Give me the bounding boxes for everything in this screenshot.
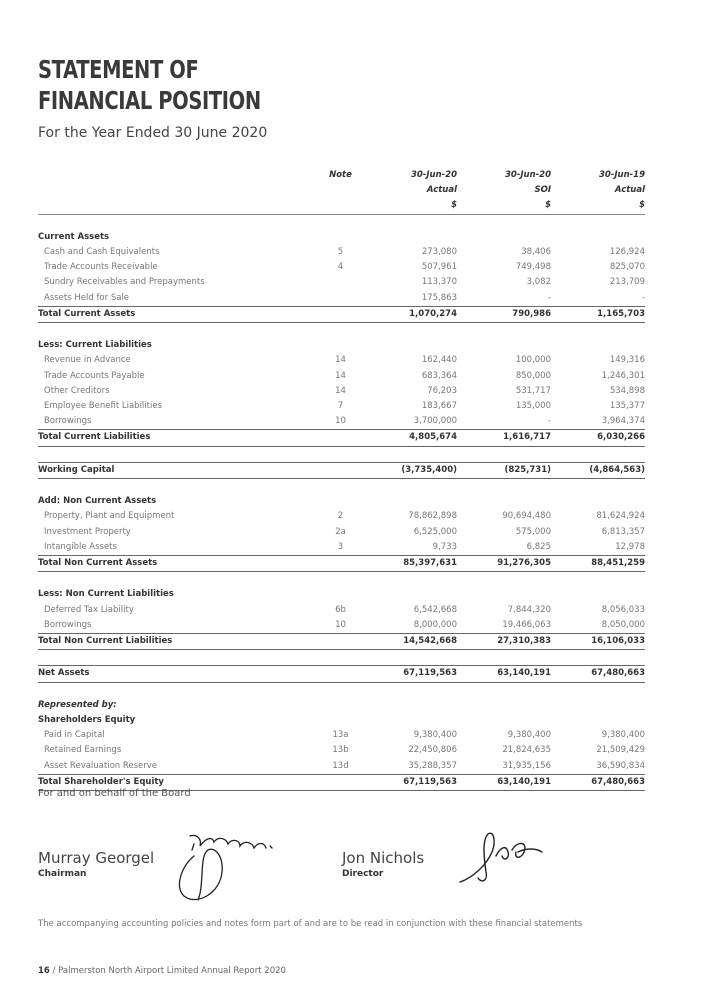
section-heading: Less: Current Liabilities bbox=[38, 340, 152, 351]
section-heading-row bbox=[38, 230, 645, 245]
row-value-c2: - bbox=[547, 292, 551, 303]
total-value-c1: 1,070,274 bbox=[363, 306, 457, 322]
column-1-unit: $ bbox=[363, 198, 457, 214]
row-label: Sundry Receivables and Prepayments bbox=[44, 277, 205, 288]
total-value-c2: 790,986 bbox=[457, 306, 551, 322]
signature-1-image bbox=[172, 826, 282, 906]
net-assets-c2: 63,140,191 bbox=[457, 666, 551, 682]
row-value-c2: 38,406 bbox=[521, 247, 551, 257]
row-value-c1: 683,364 bbox=[421, 370, 457, 381]
row-label: Asset Revaluation Reserve bbox=[44, 760, 158, 771]
table-row bbox=[38, 353, 645, 368]
row-label: Assets Held for Sale bbox=[44, 292, 130, 303]
total-value-c2: 27,310,383 bbox=[457, 634, 551, 650]
table-row bbox=[38, 275, 645, 290]
row-value-c3: 81,624,924 bbox=[596, 511, 645, 522]
on-behalf-statement: For and on behalf of the Board bbox=[38, 788, 191, 799]
total-row bbox=[38, 430, 645, 446]
row-value-c1: 6,525,000 bbox=[413, 526, 457, 537]
signer-2-name: Jon Nichols bbox=[342, 849, 425, 867]
title-line-2: FINANCIAL POSITION bbox=[38, 86, 261, 115]
row-value-c3: 12,978 bbox=[615, 541, 645, 552]
row-value-c3: 36,590,834 bbox=[596, 760, 645, 771]
row-value-c1: 273,080 bbox=[421, 247, 457, 257]
working-capital-c2: (825,731) bbox=[457, 462, 551, 478]
row-value-c3: 9,380,400 bbox=[601, 730, 645, 741]
section-heading: Add: Non Current Assets bbox=[38, 496, 157, 507]
total-value-c3: 88,451,259 bbox=[551, 556, 645, 572]
column-3-date: 30-Jun-19 bbox=[599, 170, 645, 180]
net-assets-c3: 67,480,663 bbox=[551, 666, 645, 682]
total-value-c1: 14,542,668 bbox=[363, 634, 457, 650]
total-value-c2: 63,140,191 bbox=[457, 774, 551, 790]
row-value-c2: 9,380,400 bbox=[507, 730, 551, 741]
row-value-c2: 531,717 bbox=[515, 385, 551, 396]
row-label: Trade Accounts Receivable bbox=[44, 262, 158, 273]
row-value-c2: 749,498 bbox=[515, 262, 551, 273]
section-heading-row bbox=[38, 494, 645, 509]
column-1-type: Actual bbox=[426, 185, 457, 196]
working-capital-c3: (4,864,563) bbox=[551, 462, 645, 478]
row-label: Borrowings bbox=[44, 416, 92, 427]
total-row bbox=[38, 306, 645, 322]
row-value-c2: 31,935,156 bbox=[502, 760, 551, 771]
row-value-c1: 76,203 bbox=[427, 385, 457, 396]
row-value-c1: 162,440 bbox=[421, 355, 457, 366]
row-value-c1: 9,380,400 bbox=[413, 730, 457, 741]
row-note: 2a bbox=[335, 526, 346, 537]
header-row-dates bbox=[38, 168, 645, 183]
table-row bbox=[38, 525, 645, 540]
total-value-c1: 67,119,563 bbox=[363, 774, 457, 790]
row-label: Borrowings bbox=[44, 619, 92, 630]
row-value-c3: 6,813,357 bbox=[601, 526, 645, 537]
signer-1-name: Murray Georgel bbox=[38, 849, 155, 867]
row-label: Revenue in Advance bbox=[44, 355, 131, 366]
note-column-header: Note bbox=[329, 170, 352, 180]
working-capital-label: Working Capital bbox=[38, 462, 318, 478]
column-2-date: 30-Jun-20 bbox=[505, 170, 551, 180]
section-heading-row bbox=[38, 587, 645, 602]
total-label: Total Non Current Liabilities bbox=[38, 634, 318, 650]
row-note: 4 bbox=[337, 262, 344, 273]
row-value-c1: 78,862,898 bbox=[408, 511, 457, 522]
page-number: 16 bbox=[38, 966, 50, 976]
header-row-types bbox=[38, 183, 645, 198]
row-value-c3: 1,246,301 bbox=[601, 370, 645, 381]
publication-name: Palmerston North Airport Limited Annual Report 2020 bbox=[58, 966, 286, 976]
total-row bbox=[38, 556, 645, 572]
row-note: 2 bbox=[337, 511, 344, 522]
row-value-c3: 149,316 bbox=[609, 355, 645, 366]
row-note: 14 bbox=[335, 385, 346, 396]
column-3-type: Actual bbox=[614, 185, 645, 196]
signer-2 bbox=[342, 849, 424, 879]
column-2-type: SOI bbox=[534, 185, 551, 196]
row-label: Retained Earnings bbox=[44, 745, 122, 756]
row-value-c1: 183,667 bbox=[421, 401, 457, 412]
total-label: Total Current Assets bbox=[38, 306, 318, 322]
working-capital-row bbox=[38, 462, 645, 478]
row-value-c2: 100,000 bbox=[515, 355, 551, 366]
row-value-c1: 9,733 bbox=[432, 541, 457, 552]
row-value-c3: 135,377 bbox=[609, 401, 645, 412]
total-value-c3: 16,106,033 bbox=[551, 634, 645, 650]
row-label: Investment Property bbox=[44, 526, 131, 537]
row-value-c3: - bbox=[641, 292, 645, 303]
working-capital-c1: (3,735,400) bbox=[363, 462, 457, 478]
signature-2-image bbox=[452, 822, 547, 892]
row-note: 10 bbox=[335, 416, 346, 427]
table-row bbox=[38, 743, 645, 758]
total-value-c3: 6,030,266 bbox=[551, 430, 645, 446]
represented-by-label: Represented by: bbox=[38, 699, 117, 710]
row-value-c2: 3,082 bbox=[526, 277, 551, 288]
footer-separator: / bbox=[52, 966, 56, 976]
title-line-1: STATEMENT OF bbox=[38, 55, 199, 84]
table-row bbox=[38, 260, 645, 275]
page-footer bbox=[38, 966, 286, 976]
row-note bbox=[318, 275, 363, 290]
row-value-c3: 3,964,374 bbox=[601, 416, 645, 427]
table-row bbox=[38, 291, 645, 307]
row-value-c3: 213,709 bbox=[609, 277, 645, 288]
represented-by-row bbox=[38, 698, 645, 713]
row-label: Trade Accounts Payable bbox=[44, 370, 145, 381]
row-value-c3: 534,898 bbox=[609, 385, 645, 396]
row-value-c2: 575,000 bbox=[515, 526, 551, 537]
row-note: 3 bbox=[337, 541, 344, 552]
column-1-date: 30-Jun-20 bbox=[411, 170, 457, 180]
row-value-c3: 126,924 bbox=[609, 247, 645, 257]
column-3-unit: $ bbox=[551, 198, 645, 214]
total-label: Total Shareholder's Equity bbox=[38, 774, 318, 790]
table-row bbox=[38, 369, 645, 384]
row-note: 6b bbox=[335, 604, 346, 615]
net-assets-row bbox=[38, 666, 645, 682]
row-value-c1: 175,863 bbox=[421, 292, 457, 303]
section-heading: Shareholders Equity bbox=[38, 715, 136, 725]
row-value-c2: 850,000 bbox=[515, 370, 551, 381]
row-value-c2: 7,844,320 bbox=[507, 604, 551, 615]
footnote: The accompanying accounting policies and notes form part of and are to be read in conjunction with these financial statements bbox=[38, 919, 583, 929]
row-value-c3: 21,509,429 bbox=[596, 745, 645, 756]
section-heading: Current Assets bbox=[38, 231, 110, 242]
section-heading: Less: Non Current Liabilities bbox=[38, 589, 174, 600]
row-note: 14 bbox=[335, 355, 346, 366]
row-value-c1: 3,700,000 bbox=[413, 416, 457, 427]
row-value-c1: 507,961 bbox=[421, 262, 457, 273]
row-value-c2: 90,694,480 bbox=[502, 511, 551, 522]
total-value-c3: 67,480,663 bbox=[551, 774, 645, 790]
net-assets-c1: 67,119,563 bbox=[363, 666, 457, 682]
row-note: 5 bbox=[337, 247, 344, 257]
page-subtitle: For the Year Ended 30 June 2020 bbox=[38, 125, 268, 141]
row-note: 13b bbox=[332, 745, 349, 756]
row-value-c2: 19,466,063 bbox=[502, 619, 551, 630]
row-value-c1: 113,370 bbox=[421, 277, 457, 288]
row-value-c1: 22,450,806 bbox=[408, 745, 457, 756]
row-value-c1: 6,542,668 bbox=[413, 604, 457, 615]
total-row bbox=[38, 634, 645, 650]
table-row bbox=[38, 245, 645, 260]
table-row bbox=[38, 509, 645, 524]
table-row bbox=[38, 603, 645, 618]
table-row bbox=[38, 414, 645, 430]
total-label: Total Non Current Assets bbox=[38, 556, 318, 572]
row-note bbox=[318, 291, 363, 307]
row-label: Other Creditors bbox=[44, 385, 110, 396]
row-note: 7 bbox=[337, 401, 344, 412]
table-row bbox=[38, 540, 645, 556]
row-value-c2: 135,000 bbox=[515, 401, 551, 412]
signer-2-role: Director bbox=[342, 869, 384, 879]
row-label: Intangible Assets bbox=[44, 541, 117, 552]
row-note: 14 bbox=[335, 370, 346, 381]
row-value-c2: - bbox=[547, 416, 551, 427]
table-row bbox=[38, 384, 645, 399]
header-row-units bbox=[38, 198, 645, 214]
row-label: Cash and Cash Equivalents bbox=[44, 247, 160, 257]
table-row bbox=[38, 399, 645, 414]
row-label: Employee Benefit Liabilities bbox=[44, 401, 163, 412]
table-row bbox=[38, 759, 645, 775]
signer-1 bbox=[38, 849, 154, 879]
section-heading-row bbox=[38, 713, 645, 728]
row-label: Property, Plant and Equipment bbox=[44, 511, 175, 522]
row-value-c3: 825,070 bbox=[609, 262, 645, 273]
table-row bbox=[38, 728, 645, 743]
total-value-c2: 91,276,305 bbox=[457, 556, 551, 572]
total-value-c1: 4,805,674 bbox=[363, 430, 457, 446]
row-value-c1: 8,000,000 bbox=[413, 619, 457, 630]
row-note: 13d bbox=[332, 760, 349, 771]
row-note: 10 bbox=[335, 619, 346, 630]
total-value-c1: 85,397,631 bbox=[363, 556, 457, 572]
row-label: Deferred Tax Liability bbox=[44, 604, 134, 615]
total-value-c3: 1,165,703 bbox=[551, 306, 645, 322]
row-label: Paid in Capital bbox=[44, 730, 105, 741]
net-assets-label: Net Assets bbox=[38, 666, 318, 682]
row-value-c2: 21,824,635 bbox=[502, 745, 551, 756]
row-value-c3: 8,056,033 bbox=[601, 604, 645, 615]
column-2-unit: $ bbox=[457, 198, 551, 214]
signer-1-role: Chairman bbox=[38, 869, 87, 879]
row-value-c3: 8,050,000 bbox=[601, 619, 645, 630]
row-note: 13a bbox=[332, 730, 349, 741]
row-value-c2: 6,825 bbox=[526, 541, 551, 552]
total-value-c2: 1,616,717 bbox=[457, 430, 551, 446]
row-value-c1: 35,288,357 bbox=[408, 760, 457, 771]
section-heading-row bbox=[38, 338, 645, 353]
page-title bbox=[38, 54, 261, 116]
financial-position-table bbox=[38, 168, 645, 791]
total-label: Total Current Liabilities bbox=[38, 430, 318, 446]
table-row bbox=[38, 618, 645, 634]
